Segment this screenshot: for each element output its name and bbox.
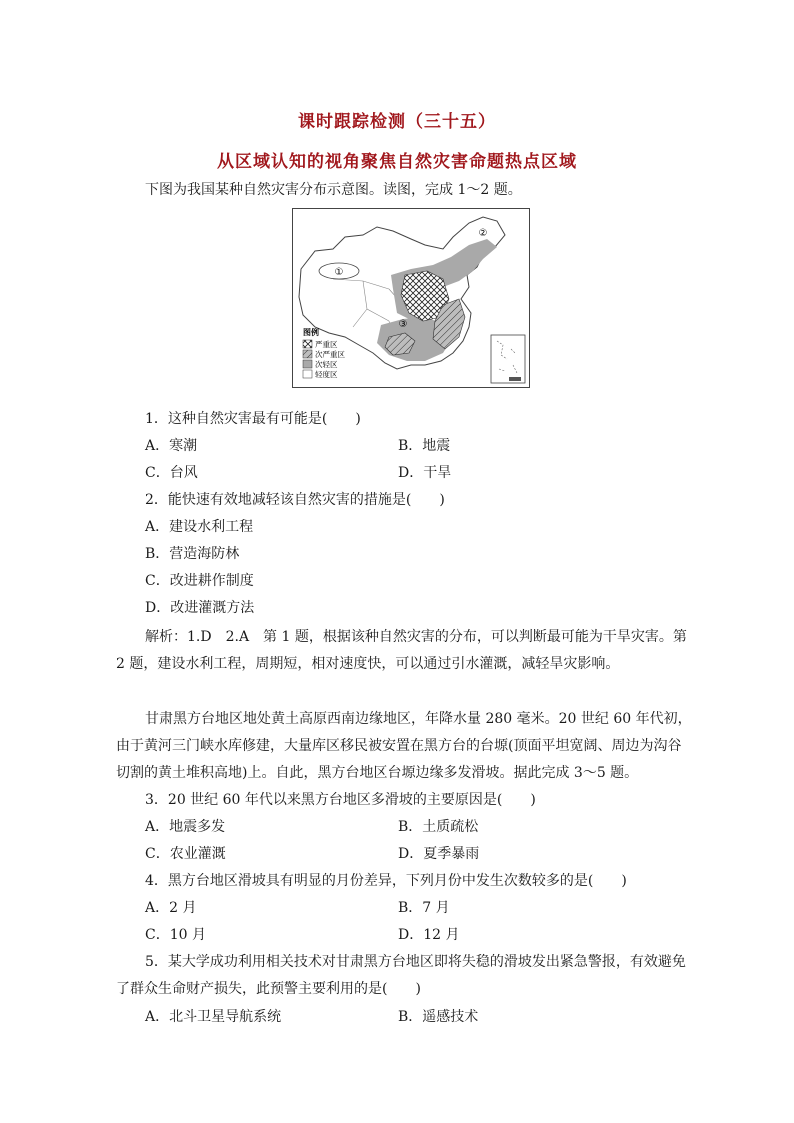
q4-option-c: C．10 月 — [145, 927, 206, 943]
q3-option-c: C．农业灌溉 — [145, 846, 226, 862]
analysis-line-2: 2 题，建设水利工程，周期短，相对速度快，可以通过引水灌溉，减轻旱灾影响。 — [116, 656, 620, 672]
legend-severe: 严重区 — [315, 340, 338, 349]
q1-stem: 1．这种自然灾害最有可能是( ) — [145, 411, 361, 427]
passage-line-1: 甘肃黑方台地区地处黄土高原西南边缘地区，年降水量 280 毫米。20 世纪 60 年代初， — [145, 711, 692, 727]
q1-option-c: C．台风 — [145, 465, 198, 481]
q3-option-d: D．夏季暴雨 — [398, 846, 480, 862]
legend-sub-severe: 次严重区 — [315, 350, 345, 359]
intro-text: 下图为我国某种自然灾害分布示意图。读图，完成 1～2 题。 — [145, 182, 522, 198]
passage-line-3: 切割的黄土堆积高地)上。自此，黑方台地区台塬边缘多发滑坡。据此完成 3～5 题。 — [116, 765, 639, 781]
q2-stem: 2．能快速有效地减轻该自然灾害的措施是( ) — [145, 492, 445, 508]
q2-option-c: C．改进耕作制度 — [145, 573, 254, 589]
legend-light: 次轻区 — [315, 360, 338, 369]
q3-stem: 3．20 世纪 60 年代以来黑方台地区多滑坡的主要原因是( ) — [145, 792, 536, 808]
page-title: 课时跟踪检测（三十五） — [298, 112, 496, 132]
q5-option-b: B．遥感技术 — [398, 1009, 479, 1025]
q1-option-a: A．寒潮 — [145, 438, 198, 454]
q1-option-b: B．地震 — [398, 438, 451, 454]
q4-option-b: B．7 月 — [398, 900, 450, 916]
label-2: ② — [478, 228, 488, 239]
q2-option-b: B．营造海防林 — [145, 546, 240, 562]
q2-option-d: D．改进灌溉方法 — [145, 600, 255, 616]
q3-option-b: B．土质疏松 — [398, 819, 479, 835]
passage-line-2: 由于黄河三门峡水库修建，大量库区移民被安置在黑方台的台塬(顶面平坦宽阔、周边为沟谷 — [116, 738, 682, 754]
q5-stem-line-1: 5．某大学成功利用相关技术对甘肃黑方台地区即将失稳的滑坡发出紧急警报，有效避免 — [145, 954, 686, 970]
q4-option-a: A．2 月 — [145, 900, 197, 916]
analysis-line-1: 解析：1.D 2.A 第 1 题，根据该种自然灾害的分布，可以判断最可能为干旱灾害。第 — [145, 629, 687, 645]
q5-stem-line-2: 了群众生命财产损失，此预警主要利用的是( ) — [116, 981, 421, 997]
label-3: ③ — [398, 319, 408, 330]
inset-box — [491, 335, 525, 383]
disaster-map — [292, 208, 530, 388]
legend-title: 图例 — [303, 328, 319, 337]
q2-option-a: A．建设水利工程 — [145, 519, 254, 535]
q5-option-a: A．北斗卫星导航系统 — [145, 1009, 282, 1025]
q3-option-a: A．地震多发 — [145, 819, 226, 835]
legend-mild: 轻度区 — [315, 370, 338, 379]
page-subtitle: 从区域认知的视角聚焦自然灾害命题热点区域 — [217, 152, 577, 172]
label-1: ① — [334, 267, 344, 278]
q1-option-d: D．干旱 — [398, 465, 452, 481]
q4-stem: 4．黑方台地区滑坡具有明显的月份差异，下列月份中发生次数较多的是( ) — [145, 873, 627, 889]
q4-option-d: D．12 月 — [398, 927, 460, 943]
